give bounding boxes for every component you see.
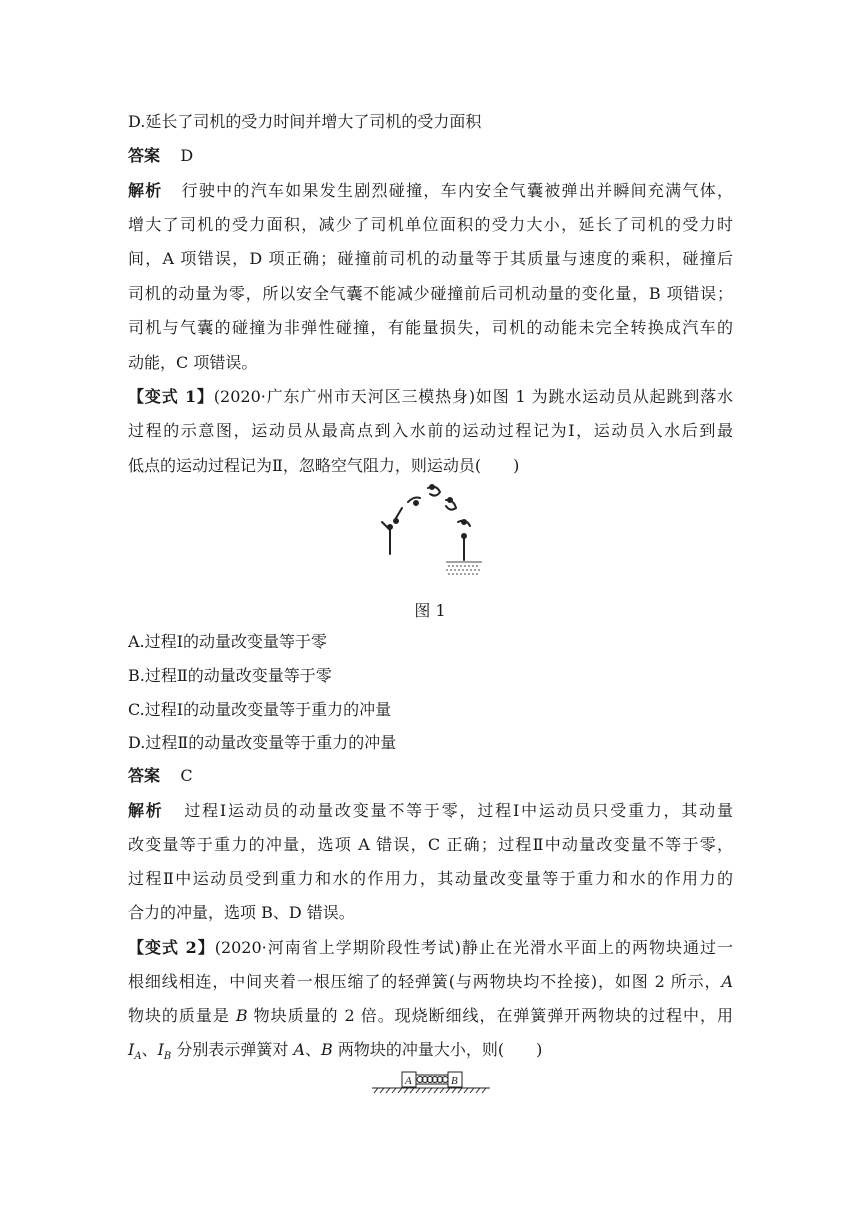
spring [416, 1075, 448, 1084]
analysis-1-line-2: 增大了司机的受力面积，减少了司机单位面积的受力大小，延长了司机的受力时 [128, 215, 733, 234]
analysis-2-line-4: 合力的冲量，选项 B、D 错误。 [128, 903, 355, 922]
variant-2-stem-line-4: $I_A$、$I_B$ 分别表示弹簧对 A、B 两物块的冲量大小，则( ) [128, 1040, 543, 1063]
analysis-2-line-2: 改变量等于重力的冲量，选项 A 错误，C 正确；过程Ⅱ中动量改变量不等于零， [128, 835, 733, 854]
answer-1 [128, 146, 733, 166]
variant-1-tag: 【变式 1】 [128, 387, 214, 406]
analysis-label: 解析 [128, 181, 163, 200]
block-a-label: A [405, 1075, 412, 1087]
variant-2-stem-line-2: 根细线相连，中间夹着一根压缩了的轻弹簧(与两物块均不拴接)，如图 2 所示，A [128, 972, 733, 991]
variant-2-stem-line-1: 【变式 2】(2020·河南省上学期阶段性考试)静止在光滑水平面上的两物块通过一 [128, 938, 733, 957]
ground-surface [372, 1088, 490, 1093]
analysis-label: 解析 [128, 801, 164, 820]
answer-label: 答案 [128, 766, 161, 785]
variant-1-stem-line-2: 过程的示意图，运动员从最高点到入水前的运动过程记为Ⅰ，运动员入水后到最 [128, 421, 733, 440]
variant-1-option-c: C.过程Ⅰ的动量改变量等于重力的冲量 [128, 700, 392, 719]
answer-2 [128, 766, 733, 786]
answer-value: C [180, 766, 193, 785]
analysis-1-line-3: 间，A 项错误，D 项正确；碰撞前司机的动量等于其质量与速度的乘积，碰撞后 [128, 249, 733, 268]
analysis-1-line-6: 动能，C 项错误。 [128, 353, 258, 372]
variant-1-option-a: A.过程Ⅰ的动量改变量等于零 [128, 632, 327, 651]
analysis-2-line-1: 解析 过程Ⅰ运动员的动量改变量不等于零，过程Ⅰ中运动员只受重力，其动量 [128, 801, 733, 820]
analysis-1-line-1: 解析 行驶中的汽车如果发生剧烈碰撞，车内安全气囊被弹出并瞬间充满气体， [128, 181, 733, 200]
answer-value: D [180, 146, 194, 165]
block-b-label: B [451, 1075, 458, 1087]
variant-1-stem-line-1: 【变式 1】(2020·广东广州市天河区三模热身)如图 1 为跳水运动员从起跳到落水 [128, 387, 733, 406]
variant-1-option-b: B.过程Ⅱ的动量改变量等于零 [128, 666, 332, 685]
variant-2-tag: 【变式 2】 [128, 938, 215, 957]
water-surface [446, 562, 482, 574]
blocks-spring-figure [370, 1070, 492, 1096]
analysis-1-line-4: 司机的动量为零，所以安全气囊不能减少碰撞前后司机动量的变化量，B 项错误； [128, 284, 733, 303]
diver-pose-2 [396, 508, 402, 518]
analysis-2-line-3: 过程Ⅱ中运动员受到重力和水的作用力，其动量改变量等于重力和水的作用力的 [128, 869, 733, 888]
answer-label: 答案 [128, 146, 161, 165]
figure-1-caption: 图 1 [414, 601, 446, 620]
variant-1-stem-line-3: 低点的运动过程记为Ⅱ，忽略空气阻力，则运动员( ) [128, 456, 520, 475]
variant-1-option-d: D.过程Ⅱ的动量改变量等于重力的冲量 [128, 733, 397, 752]
diver-figure [372, 478, 492, 582]
option-d-previous: D.延长了司机的受力时间并增大了司机的受力面积 [128, 112, 482, 131]
variant-2-stem-line-3: 物块的质量是 B 物块质量的 2 倍。现烧断细线，在弹簧弹开两物块的过程中，用 [128, 1006, 733, 1025]
analysis-1-line-5: 司机与气囊的碰撞为非弹性碰撞，有能量损失，司机的动能未完全转换成汽车的 [128, 318, 733, 337]
